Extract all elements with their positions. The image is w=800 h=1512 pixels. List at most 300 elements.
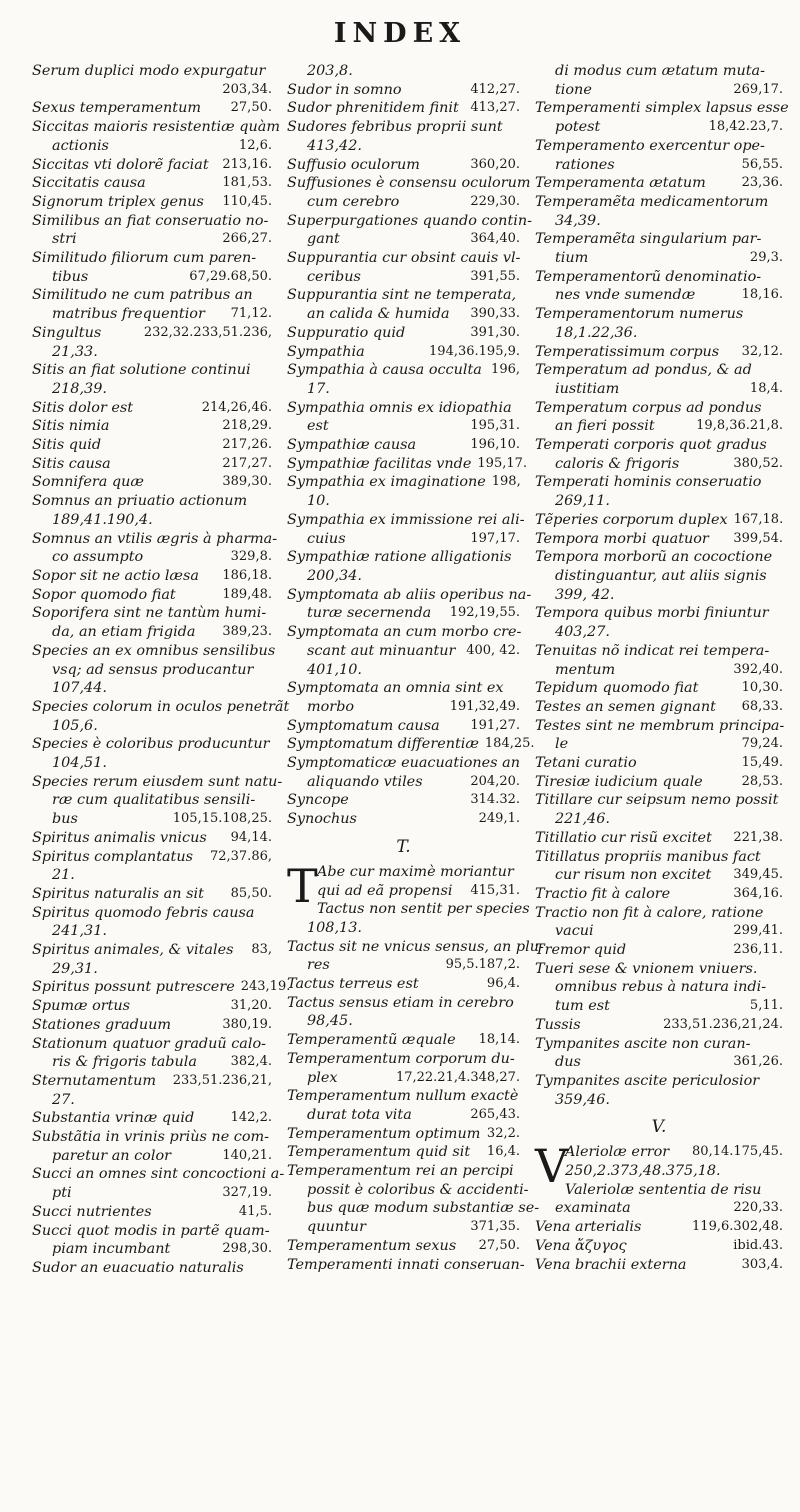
entry-term: Somnifera quæ [32, 474, 144, 491]
index-entry [32, 1091, 272, 1110]
index-entry [32, 324, 272, 343]
index-entry [32, 530, 278, 549]
entry-pages: 197,17. [470, 530, 520, 546]
index-entry [32, 1165, 285, 1184]
index-entry [32, 249, 272, 268]
entry-pages [777, 1091, 783, 1110]
entry-pages: 196,10. [470, 437, 520, 453]
index-entry [287, 62, 520, 81]
index-entry [287, 81, 520, 100]
index-entry [32, 212, 272, 231]
index-entry [287, 286, 520, 305]
index-column-1 [32, 62, 291, 1278]
entry-pages: 399,54. [733, 530, 783, 546]
entry-term: Succi quot modis in partẽ quam- [32, 1222, 270, 1239]
index-entry [535, 717, 783, 736]
drop-cap-letter: V [535, 1139, 569, 1194]
index-entry [535, 567, 783, 586]
index-entry [32, 1147, 272, 1166]
index-entry [287, 791, 520, 810]
entry-term: Spiritus possunt putrescere [32, 979, 235, 996]
index-entry [287, 1218, 520, 1237]
entry-term: 403,27. [555, 624, 610, 641]
index-entry [535, 473, 783, 492]
entry-pages [266, 1091, 272, 1110]
index-entry [287, 586, 532, 605]
entry-pages: 380,52. [733, 455, 783, 471]
entry-pages [266, 492, 272, 511]
entry-pages [514, 548, 520, 567]
index-entry [535, 698, 783, 717]
index-entry [287, 473, 520, 492]
entry-term: mentum [555, 661, 616, 678]
index-entry [287, 810, 520, 829]
index-entry [287, 492, 520, 511]
entry-term: 104,51. [52, 755, 107, 772]
index-entry [32, 436, 272, 455]
entry-pages: 392,40. [733, 661, 783, 677]
index-entry [535, 380, 783, 399]
entry-term: plex [307, 1069, 338, 1086]
entry-term: 18,1.22,36. [555, 324, 638, 341]
entry-pages [514, 863, 520, 882]
entry-pages: 191,27. [470, 717, 520, 733]
index-entry [535, 978, 783, 997]
index-entry [32, 118, 280, 137]
index-entry [32, 1240, 272, 1259]
index-entry [287, 324, 520, 343]
entry-pages: 27,50. [478, 1237, 520, 1253]
entry-term: tium [555, 250, 589, 267]
entry-term: Temperamento exercentur ope- [535, 137, 765, 154]
entry-pages: 80,14.175,45. [692, 1144, 783, 1160]
index-entry [32, 193, 272, 212]
entry-term: tibus [52, 268, 89, 285]
entry-pages [266, 604, 272, 623]
index-entry [535, 193, 783, 212]
entry-term: di modus cum ætatum muta- [555, 63, 765, 79]
entry-pages: 371,35. [470, 1219, 520, 1235]
entry-pages: 412,27. [470, 81, 520, 97]
entry-term: Spiritus animalis vnicus [32, 829, 207, 846]
entry-pages: 195,31. [470, 418, 520, 434]
entry-term: 399, 42. [555, 586, 615, 603]
entry-pages: 105,15.108,25. [172, 811, 272, 827]
entry-pages [266, 286, 272, 305]
index-entry [32, 773, 283, 792]
entry-pages [266, 361, 272, 380]
drop-cap-letter: T [287, 858, 318, 913]
entry-term: Testes sint ne membrum principa- [535, 717, 785, 734]
entry-term: nes vnde sumendæ [555, 287, 696, 304]
entry-term: Tetani curatio [535, 755, 637, 772]
entry-pages: 218,29. [222, 418, 272, 434]
entry-term: Symptomata ab aliis operibus na- [287, 586, 532, 603]
index-entry [535, 156, 783, 175]
index-entry [32, 473, 272, 492]
index-entry [287, 1199, 540, 1218]
entry-term: Somnus an priuatio actionum [32, 493, 248, 510]
entry-pages: 18,14. [478, 1032, 520, 1048]
entry-term: Sitis causa [32, 455, 111, 472]
index-entry [535, 118, 783, 137]
entry-term: Sympathiæ causa [287, 437, 417, 454]
entry-pages: 360,20. [470, 156, 520, 172]
entry-pages [777, 193, 783, 212]
index-entry [287, 698, 520, 717]
entry-term: Signorum triplex genus [32, 193, 204, 210]
index-entry [287, 118, 520, 137]
entry-term: Tepidum quomodo fiat [535, 680, 699, 697]
index-entry [535, 343, 783, 362]
entry-term: durat tota vita [307, 1106, 412, 1123]
entry-pages: 391,30. [470, 324, 520, 340]
entry-term: Similitudo ne cum patribus an [32, 287, 253, 304]
index-entry [32, 885, 272, 904]
index-entry [32, 941, 272, 960]
entry-term: Tempora quibus morbi finiuntur [535, 605, 769, 622]
entry-pages [514, 661, 520, 680]
entry-term: Substãtia in vrinis priùs ne com- [32, 1129, 270, 1146]
entry-pages [266, 511, 272, 530]
index-entry [32, 848, 272, 867]
entry-term: 27. [52, 1091, 75, 1108]
entry-term: Sexus temperamentum [32, 100, 201, 117]
entry-term: vacui [555, 923, 594, 940]
entry-pages [266, 717, 272, 736]
index-entry [535, 1162, 783, 1181]
index-entry [535, 548, 783, 567]
entry-term: stri [52, 231, 77, 248]
entry-term: Tremor quid [535, 942, 627, 959]
index-entry [287, 975, 520, 994]
entry-term: matribus frequentior [52, 306, 205, 323]
index-entry [287, 994, 520, 1013]
index-entry [535, 754, 783, 773]
index-entry [287, 1031, 520, 1050]
index-entry [535, 679, 783, 698]
entry-term: Temperamenti innati conseruan- [287, 1256, 525, 1273]
entry-pages [777, 492, 783, 511]
entry-pages [514, 62, 520, 81]
entry-term: caloris & frigoris [555, 455, 680, 472]
entry-term: Tussis [535, 1016, 581, 1033]
index-entry [287, 773, 520, 792]
index-entry [32, 380, 272, 399]
entry-pages: 19,8,36.21,8. [696, 418, 783, 434]
index-entry [535, 212, 783, 231]
index-entry [287, 156, 520, 175]
index-entry [535, 399, 783, 418]
index-entry [32, 343, 272, 362]
entry-pages [266, 922, 272, 941]
entry-term: Species rerum eiusdem sunt natu- [32, 773, 283, 790]
entry-pages [777, 324, 783, 343]
entry-term: cuius [307, 530, 346, 547]
index-entry [32, 1072, 272, 1091]
index-entry [535, 249, 783, 268]
entry-term: Sitis nimia [32, 418, 110, 435]
entry-term: 359,46. [555, 1091, 610, 1108]
index-entry [287, 919, 520, 938]
index-entry [32, 99, 272, 118]
entry-term: Temperati corporis quot gradus [535, 437, 767, 454]
entry-pages: 181,53. [222, 175, 272, 191]
entry-pages [514, 380, 520, 399]
entry-term: Suffusiones è consensu oculorum [287, 175, 531, 192]
entry-pages [520, 754, 526, 773]
entry-term: Temperamentum rei an percipi [287, 1163, 514, 1180]
entry-term: Temperamentum quid sit [287, 1144, 471, 1161]
entry-term: res [307, 957, 330, 974]
entry-pages [777, 960, 783, 979]
entry-pages: 314.32. [470, 792, 520, 808]
entry-pages: 349,45. [733, 867, 783, 883]
index-entry [32, 305, 272, 324]
entry-pages: 382,4. [230, 1054, 272, 1070]
index-entry [535, 511, 783, 530]
entry-term: tum est [555, 998, 610, 1015]
index-entry [32, 717, 272, 736]
index-entry [535, 829, 783, 848]
index-entry [32, 286, 272, 305]
index-entry [32, 399, 272, 418]
entry-term: ris & frigoris tabula [52, 1054, 197, 1071]
entry-pages: 221,38. [733, 829, 783, 845]
index-entry [535, 305, 783, 324]
index-entry [32, 586, 272, 605]
index-entry [32, 810, 272, 829]
entry-pages [514, 567, 520, 586]
entry-pages: 31,20. [230, 998, 272, 1014]
entry-pages [266, 866, 272, 885]
entry-term: Spiritus quomodo febris causa [32, 904, 255, 921]
entry-term: 221,46. [555, 811, 610, 828]
entry-term: Temperamenta ætatum [535, 175, 706, 192]
index-entry [32, 978, 291, 997]
entry-term: Valeriolæ sententia de risu [565, 1181, 762, 1198]
index-entry [535, 1256, 783, 1275]
entry-term: Soporifera sint ne tantùm humi- [32, 605, 267, 622]
index-entry [32, 1203, 272, 1222]
entry-term: Sitis an fiat solutione continui [32, 362, 251, 379]
entry-term: Sternutamentum [32, 1072, 157, 1089]
entry-term: 98,45. [307, 1013, 353, 1030]
entry-pages [777, 62, 783, 81]
entry-term: 269,11. [555, 493, 610, 510]
section-letter: T. [396, 836, 411, 857]
entry-term: Suppurantia sint ne temperata, [287, 287, 517, 304]
entry-pages [525, 511, 531, 530]
entry-term: Temperamentum nullum exactè [287, 1088, 519, 1105]
entry-pages [514, 679, 520, 698]
entry-term: Tactus sit ne vnicus sensus, an plu- [287, 938, 544, 955]
index-entry [535, 1072, 783, 1091]
entry-term: qui ad eã propensi [317, 882, 453, 899]
entry-pages [777, 436, 783, 455]
entry-pages: 233,51.236,21, [172, 1072, 272, 1088]
index-entry [32, 922, 272, 941]
entry-pages: 32,2. [486, 1125, 520, 1141]
index-entry [535, 922, 783, 941]
index-entry [535, 324, 783, 343]
index-entry [535, 1143, 783, 1162]
entry-term: examinata [555, 1200, 631, 1217]
entry-pages: 72,37.86, [209, 848, 272, 864]
entry-term: Titillare cur seipsum nemo possit [535, 792, 779, 809]
entry-pages: 220,33. [733, 1200, 783, 1216]
entry-pages: 204,20. [470, 773, 520, 789]
entry-term: gant [307, 231, 340, 248]
index-entry [287, 938, 544, 957]
section-letter: V. [651, 1117, 667, 1138]
index-entry [535, 455, 783, 474]
entry-term: 34,39. [555, 212, 601, 229]
entry-term: Sopor sit ne actio læsa [32, 567, 199, 584]
index-entry [287, 1162, 520, 1181]
entry-term: Vena brachii externa [535, 1256, 687, 1273]
entry-term: Tiresiæ iudicium quale [535, 773, 703, 790]
entry-pages [777, 137, 783, 156]
entry-pages: 29,3. [749, 250, 783, 266]
entry-pages [778, 791, 784, 810]
entry-pages: 269,17. [733, 81, 783, 97]
entry-term: 17. [307, 380, 330, 397]
entry-pages: 233,51.236,21,24. [663, 1016, 783, 1032]
entry-pages: 196, [491, 362, 520, 378]
index-entry [32, 156, 272, 175]
entry-term: Vena ἄζυγος [535, 1237, 627, 1254]
entry-term: Synochus [287, 811, 357, 828]
index-entry [535, 885, 783, 904]
index-entry [32, 866, 272, 885]
entry-term: 200,34. [307, 567, 362, 584]
index-entry [535, 174, 783, 193]
entry-pages: 28,53. [741, 773, 783, 789]
entry-pages [514, 118, 520, 137]
entry-term: Abe cur maximè moriantur [317, 863, 514, 880]
entry-pages [777, 604, 783, 623]
entry-term: Titillatio cur risũ excitet [535, 829, 712, 846]
entry-pages: 10,30. [741, 680, 783, 696]
entry-term: Symptomata an cum morbo cre- [287, 624, 522, 641]
index-entry [287, 1256, 525, 1275]
entry-term: Temperamentum corporum du- [287, 1050, 515, 1067]
entry-term: 189,41.190,4. [52, 511, 153, 528]
entry-pages [266, 754, 272, 773]
entry-pages [516, 286, 522, 305]
entry-pages: 16,4. [486, 1144, 520, 1160]
entry-term: scant aut minuantur [307, 642, 456, 659]
entry-term: Sopor quomodo fiat [32, 586, 176, 603]
entry-term: 250,2.373,48.375,18. [565, 1163, 721, 1180]
entry-term: Symptomata an omnia sint ex [287, 680, 504, 697]
index-entry [32, 62, 272, 81]
index-entry [535, 941, 783, 960]
entry-pages [777, 1162, 783, 1181]
index-entry [535, 81, 783, 100]
entry-pages: 5,11. [749, 998, 783, 1014]
entry-pages: 191,32,49. [449, 698, 520, 714]
entry-pages: 184,25. [484, 736, 535, 752]
index-entry [535, 661, 783, 680]
index-entry [32, 230, 272, 249]
index-entry [287, 1125, 520, 1144]
index-entry [287, 1143, 520, 1162]
entry-term: cum cerebro [307, 193, 400, 210]
index-entry [287, 1012, 520, 1031]
entry-term: 21. [52, 867, 75, 884]
index-entry [287, 642, 520, 661]
entry-term: Sitis quid [32, 437, 102, 454]
index-entry [32, 492, 272, 511]
entry-pages: 94,14. [230, 829, 272, 845]
entry-pages: 265,43. [470, 1106, 520, 1122]
entry-pages: 140,21. [222, 1147, 272, 1163]
index-entry [535, 286, 783, 305]
entry-term: Suppurantia cur obsint cauis vl- [287, 250, 521, 267]
index-entry [32, 1035, 272, 1054]
entry-term: Tempora morbi quatuor [535, 530, 709, 547]
entry-pages [514, 994, 520, 1013]
index-entry [32, 661, 272, 680]
entry-pages: 18,4. [749, 380, 783, 396]
index-entry [535, 268, 783, 287]
entry-term: distinguantur, aut aliis signis [555, 567, 767, 584]
entry-pages: 203,34. [222, 81, 272, 97]
entry-term: 29,31. [52, 960, 98, 977]
entry-term: Tactus sensus etiam in cerebro [287, 994, 514, 1011]
index-entry [287, 305, 520, 324]
index-entry [287, 417, 520, 436]
entry-pages [515, 1050, 521, 1069]
index-entry [535, 436, 783, 455]
index-entry [287, 212, 532, 231]
entry-pages: 68,33. [741, 698, 783, 714]
entry-pages: 389,30. [222, 474, 272, 490]
index-entry [32, 1053, 272, 1072]
entry-pages: 96,4. [486, 976, 520, 992]
entry-pages [514, 137, 520, 156]
entry-term: piam incumbant [52, 1241, 171, 1258]
entry-pages: 142,2. [230, 1110, 272, 1126]
entry-pages: 85,50. [230, 885, 272, 901]
entry-pages [777, 567, 783, 586]
entry-term: Tempora morborũ an cococtione [535, 549, 773, 566]
entry-term: omnibus rebus à natura indi- [555, 979, 767, 996]
entry-pages [777, 305, 783, 324]
entry-pages: 79,24. [741, 736, 783, 752]
entry-term: possit è coloribus & accidenti- [307, 1181, 529, 1198]
entry-term: pti [52, 1185, 72, 1202]
entry-term: Sudor an euacuatio naturalis [32, 1260, 244, 1276]
index-entry [287, 863, 520, 882]
entry-term: Stationum quatuor graduũ calo- [32, 1035, 267, 1052]
entry-pages: 83, [251, 942, 272, 958]
entry-pages [777, 1072, 783, 1091]
entry-term: Tactus terreus est [287, 976, 419, 993]
entry-term: Titillatus propriis manibus fact [535, 848, 761, 865]
entry-term: Tactus non sentit per species [317, 901, 530, 918]
entry-pages: 217,26. [222, 437, 272, 453]
entry-term: Substantia vrinæ quid [32, 1110, 195, 1127]
entry-pages: 12,6. [238, 137, 272, 153]
index-entry [535, 230, 783, 249]
index-entry [287, 882, 520, 901]
entry-term: Sitis dolor est [32, 399, 134, 416]
entry-term: Temperamẽta medicamentorum [535, 193, 769, 210]
entry-term: Symptomatum differentiæ [287, 736, 479, 753]
